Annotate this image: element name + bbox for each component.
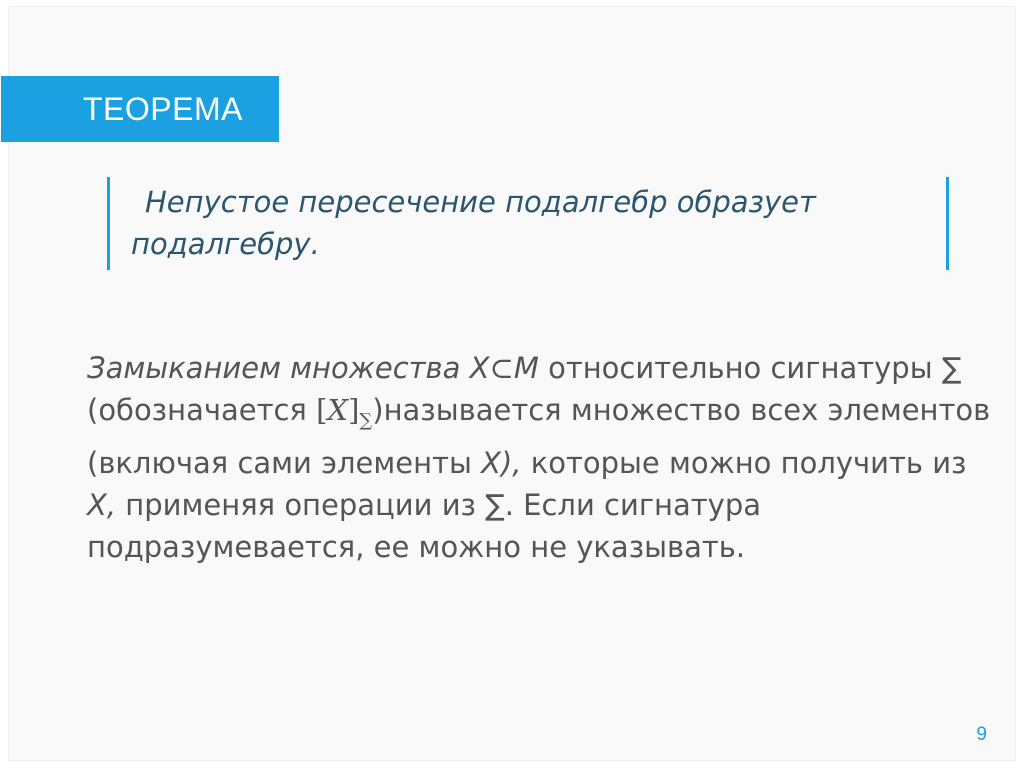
theorem-left-bracket [107,177,110,270]
definition-italic-x1: X), [481,446,522,480]
theorem-text: Непустое пересечение подалгебр образует подалгебру. [131,185,816,261]
page-number: 9 [976,724,987,745]
definition-text-1: относительно сигнатуры ∑ (обозначается [87,351,962,427]
closure-close-bracket: ] [348,393,360,427]
definition-italic-x2: X, [87,488,117,522]
definition-paragraph [87,347,997,568]
definition-text-3: которые можно получить из [521,446,967,480]
slide [8,6,1016,761]
closure-subscript: ∑ [359,410,373,431]
theorem-box [107,177,949,269]
closure-variable: X [327,393,349,427]
closure-open-bracket: [ [316,393,328,427]
subset-symbol: ⊂ [489,351,514,385]
title-bar [1,76,279,142]
slide-title: ТЕОРЕМА [83,90,243,127]
definition-text-2: )называется множество всех элементов (включая сами элементы [87,393,991,480]
theorem-right-bracket [946,177,949,270]
definition-text-4: применяя операции из ∑. Если сигнатура подразумевается, ее можно не указывать. [87,488,762,564]
closure-notation [316,393,373,431]
definition-term-end: M [513,351,549,385]
definition-term: Замыканием множества X [87,351,490,385]
